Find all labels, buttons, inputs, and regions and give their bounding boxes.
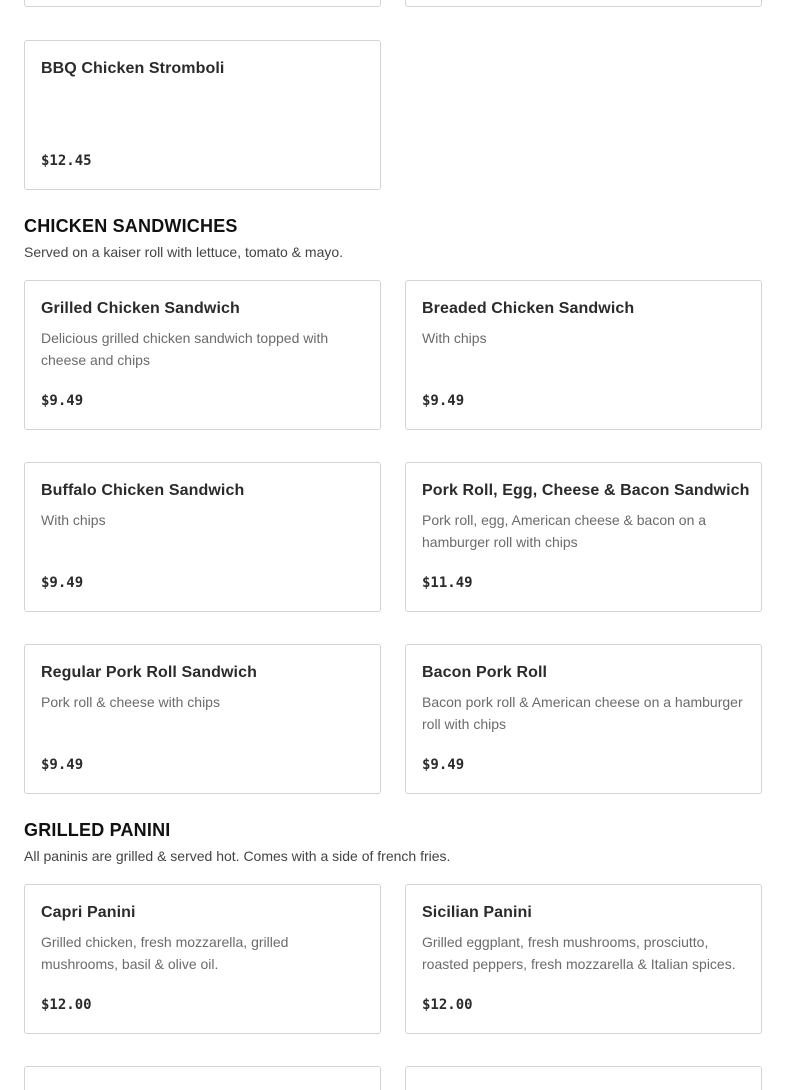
menu-item-price: $12.00 [422, 997, 473, 1013]
menu-item-card[interactable] [24, 40, 381, 190]
section-subtitle: Served on a kaiser roll with lettuce, tomato & mayo. [24, 244, 344, 260]
menu-item-description: With chips [41, 512, 106, 528]
menu-item-price: $12.00 [41, 997, 92, 1013]
menu-item-card[interactable] [405, 644, 762, 794]
menu-item-card[interactable] [24, 280, 381, 430]
menu-item-name: Capri Panini [41, 904, 136, 921]
menu-item-price: $12.45 [41, 153, 92, 169]
menu-item-card-partial[interactable] [405, 0, 762, 7]
menu-item-card[interactable] [24, 644, 381, 794]
menu-item-price: $9.49 [41, 757, 84, 773]
menu-item-description: Delicious grilled chicken sandwich topped with cheese and chips [41, 330, 329, 368]
menu-item-description: Pork roll, egg, American cheese & bacon on a hamburger roll with chips [422, 512, 707, 550]
menu-item-name: Buffalo Chicken Sandwich [41, 482, 245, 499]
section-title: CHICKEN SANDWICHES [24, 216, 238, 236]
menu-item-card-partial[interactable] [405, 1066, 762, 1090]
menu-item-card-partial[interactable] [24, 1066, 381, 1090]
menu-item-price: $9.49 [41, 575, 84, 591]
menu-item-name: BBQ Chicken Stromboli [41, 60, 225, 77]
menu-item-price: $9.49 [422, 393, 465, 409]
menu-item-description: Grilled chicken, fresh mozzarella, grilled mushrooms, basil & olive oil. [41, 934, 289, 972]
menu-item-description: With chips [422, 330, 487, 346]
menu-item-name: Grilled Chicken Sandwich [41, 300, 240, 317]
menu-item-card-partial[interactable] [24, 0, 381, 7]
menu-item-name: Pork Roll, Egg, Cheese & Bacon Sandwich [422, 482, 750, 499]
section-subtitle: All paninis are grilled & served hot. Comes with a side of french fries. [24, 848, 451, 864]
menu-item-card[interactable] [24, 884, 381, 1034]
menu-item-description: Pork roll & cheese with chips [41, 694, 220, 710]
section-title: GRILLED PANINI [24, 820, 171, 840]
menu-item-name: Regular Pork Roll Sandwich [41, 664, 257, 681]
menu-item-description: Bacon pork roll & American cheese on a hamburger roll with chips [422, 694, 743, 732]
menu-item-name: Sicilian Panini [422, 904, 532, 921]
menu-item-card[interactable] [405, 280, 762, 430]
menu-item-card[interactable] [405, 884, 762, 1034]
menu-item-price: $9.49 [422, 757, 465, 773]
menu-item-card[interactable] [24, 462, 381, 612]
menu-item-price: $11.49 [422, 575, 473, 591]
menu-item-description: Grilled eggplant, fresh mushrooms, prosciutto, roasted peppers, fresh mozzarella & Italian spices. [422, 934, 736, 972]
menu-item-card[interactable] [405, 462, 762, 612]
menu-item-price: $9.49 [41, 393, 84, 409]
menu-item-name: Bacon Pork Roll [422, 664, 548, 681]
menu-item-name: Breaded Chicken Sandwich [422, 300, 635, 317]
